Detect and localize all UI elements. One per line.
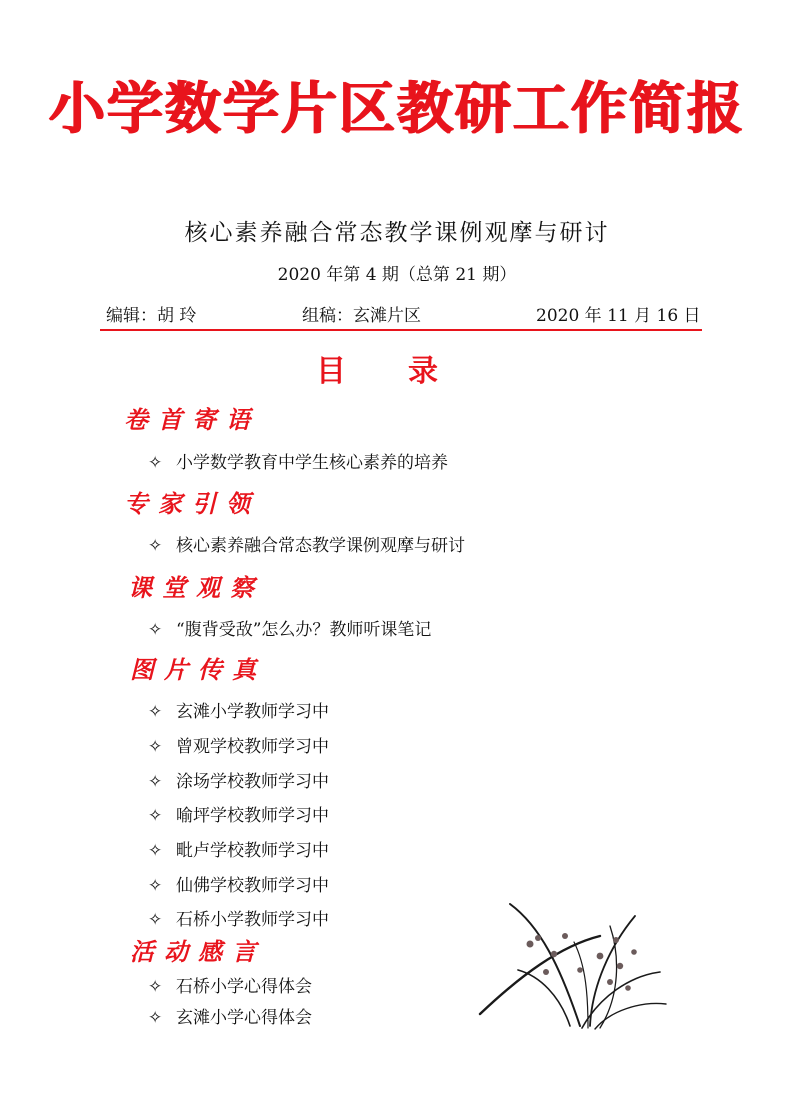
meta-editor: 编辑：胡 玲 — [106, 306, 197, 326]
meta-date: 2020 年 11 月 16 日 — [536, 306, 701, 326]
bullet-icon: ✧ — [148, 772, 163, 792]
toc-item-label: 石桥小学心得体会 — [176, 977, 312, 997]
bullet-icon: ✧ — [148, 620, 163, 640]
meta-organizer: 组稿：玄滩片区 — [302, 306, 421, 326]
toc-item[interactable] — [148, 871, 329, 896]
orchid-painting-icon — [470, 896, 670, 1036]
bullet-icon: ✧ — [148, 841, 163, 861]
section-heading-1: 卷首寄语 — [124, 405, 260, 434]
section-heading-3: 课堂观察 — [128, 573, 264, 602]
header-rule — [100, 329, 702, 331]
toc-item[interactable] — [148, 767, 329, 792]
toc-item[interactable] — [148, 1003, 312, 1028]
toc-item[interactable] — [148, 697, 329, 722]
toc-item-label: 玄滩小学心得体会 — [176, 1008, 312, 1028]
bullet-icon: ✧ — [148, 536, 163, 556]
toc-item-label: “腹背受敌”怎么办？教师听课笔记 — [176, 620, 432, 640]
bullet-icon: ✧ — [148, 806, 163, 826]
toc-title: 目录 — [316, 354, 500, 389]
toc-item[interactable] — [148, 801, 329, 826]
toc-item-label: 曾观学校教师学习中 — [176, 737, 329, 757]
masthead-title: 小学数学片区教研工作简报 — [49, 77, 745, 142]
issue-number: 2020 年第 4 期（总第 21 期） — [277, 265, 517, 285]
section-heading-2: 专家引领 — [124, 489, 260, 518]
bullet-icon: ✧ — [148, 737, 163, 757]
toc-item-label: 涂场学校教师学习中 — [176, 772, 329, 792]
toc-item[interactable] — [148, 732, 329, 757]
toc-item-label: 喻坪学校教师学习中 — [176, 806, 329, 826]
section-heading-4: 图片传真 — [130, 655, 266, 684]
toc-item[interactable] — [148, 531, 465, 556]
toc-item[interactable] — [148, 972, 312, 997]
toc-item-label: 玄滩小学教师学习中 — [176, 702, 329, 722]
toc-item-label: 核心素养融合常态教学课例观摩与研讨 — [176, 536, 465, 556]
bullet-icon: ✧ — [148, 876, 163, 896]
toc-item-label: 仙佛学校教师学习中 — [176, 876, 329, 896]
toc-item[interactable] — [148, 448, 448, 473]
toc-item[interactable] — [148, 615, 431, 640]
bullet-icon: ✧ — [148, 1008, 163, 1028]
toc-item-label: 毗卢学校教师学习中 — [176, 841, 329, 861]
bullet-icon: ✧ — [148, 977, 163, 997]
section-heading-5: 活动感言 — [130, 937, 266, 966]
bullet-icon: ✧ — [148, 702, 163, 722]
toc-item-label: 石桥小学教师学习中 — [176, 910, 329, 930]
bullet-icon: ✧ — [148, 453, 163, 473]
bullet-icon: ✧ — [148, 910, 163, 930]
subtitle: 核心素养融合常态教学课例观摩与研讨 — [184, 220, 610, 246]
toc-item[interactable] — [148, 836, 329, 861]
toc-item[interactable] — [148, 905, 329, 930]
toc-item-label: 小学数学教育中学生核心素养的培养 — [176, 453, 448, 473]
